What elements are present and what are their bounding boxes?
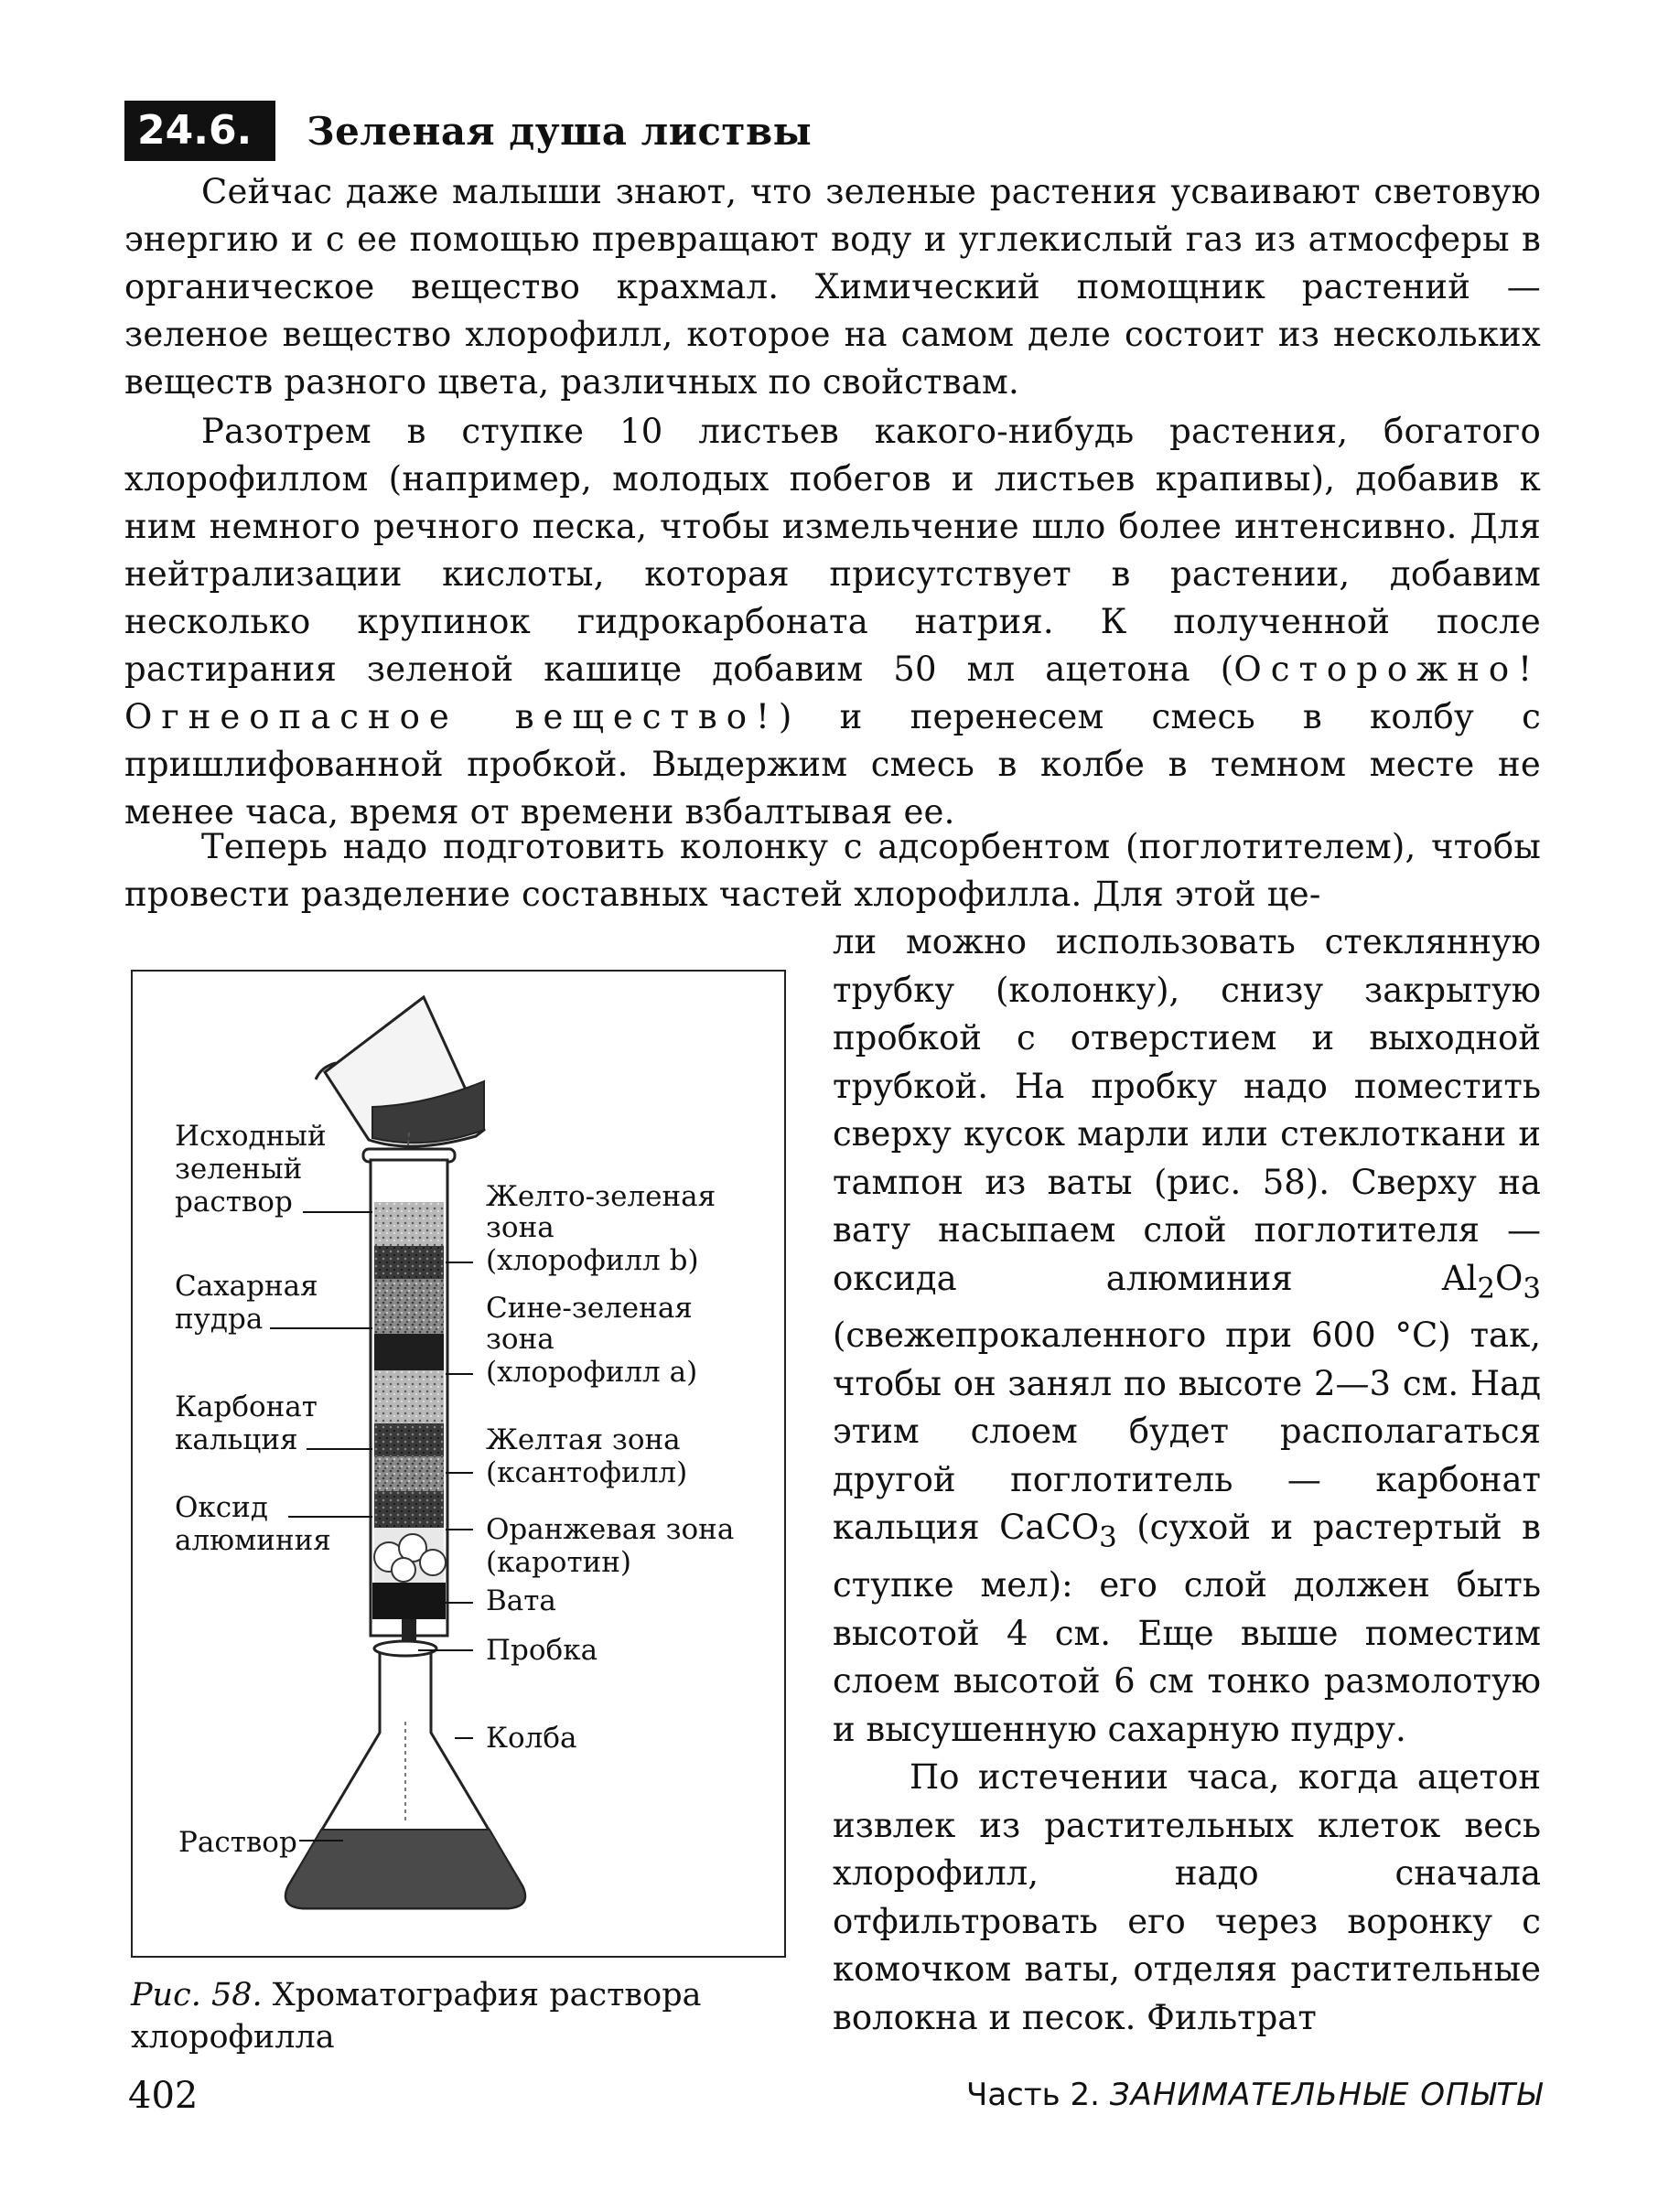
column-text-b: (свежепрокаленного при 600 °С) так, чтобы он занял по высоте 2—3 см. Над этим слоем будет располагаться другой поглотитель — карбонат кальция CaCO — [833, 1315, 1541, 1548]
label-bg-1: Сине-зеленая — [486, 1292, 693, 1325]
figure-58 — [131, 970, 786, 1958]
label-carbonate-2: кальция — [175, 1423, 298, 1456]
column-paragraph-2: По истечении часа, когда ацетон извлек из растительных клеток весь хлорофилл, надо сначала отфильтровать его через воронку с комочком ваты, отделяя растительные волокна и песок. Фильтрат — [833, 1757, 1541, 2037]
paragraph-2 — [124, 408, 1541, 836]
label-sugar-2: пудра — [175, 1303, 264, 1336]
label-yg-1: Желто-зеленая — [486, 1180, 716, 1213]
label-source-2: зеленый — [175, 1153, 303, 1186]
subscript-3b: 3 — [1099, 1520, 1117, 1554]
label-cotton: Вата — [486, 1584, 556, 1617]
figure-number: Рис. 58. — [131, 1977, 263, 2013]
figure-caption — [131, 1974, 790, 2058]
paragraph-2-part-b: ) и перенесем смесь в колбу с пришлифованной пробкой. Выдержим смесь в колбе в темном месте не менее часа, время от времени взбалтывая ее. — [124, 697, 1541, 832]
page-number: 402 — [128, 2075, 199, 2117]
label-oxide-1: Оксид — [175, 1491, 268, 1524]
label-o-1: Оранжевая зона — [486, 1513, 735, 1546]
part-label: Часть 2. — [966, 2077, 1110, 2113]
right-column — [833, 918, 1541, 2042]
paragraph-2-part-a: Разотрем в ступке 10 листьев какого-нибудь растения, богатого хлорофиллом (например, молодых побегов и листьев крапивы), добавив к ним немного речного песка, чтобы измельчение шло более интенсивно. Для нейтрализации кислоты, которая присутствует в растении, добавим несколько крупинок гидрокарбоната натрия. К полученной после растирания зеленой кашице добавим 50 мл ацетона ( — [124, 412, 1541, 689]
label-flask: Колба — [486, 1722, 577, 1755]
label-source-3: раствор — [175, 1186, 293, 1219]
label-yg-3: (хлорофилл b) — [486, 1244, 699, 1277]
label-yg-2: зона — [486, 1211, 554, 1244]
label-sugar-1: Сахарная — [175, 1270, 318, 1303]
chromatography-illustration — [133, 972, 788, 1960]
section-title: Зеленая душа листвы — [307, 108, 813, 154]
label-stopper: Пробка — [486, 1634, 598, 1667]
paragraph-3: Теперь надо подготовить колонку с адсорбентом (поглотителем), чтобы провести разделение составных частей хлорофилла. Для этой це- — [124, 827, 1541, 914]
label-o-2: (каротин) — [486, 1546, 632, 1579]
label-solution: Раствор — [178, 1826, 297, 1859]
caution-text: Осторожно! Огнеопасное вещество! — [124, 650, 1541, 736]
label-y-2: (ксантофилл) — [486, 1456, 688, 1489]
label-carbonate-1: Карбонат — [175, 1391, 318, 1423]
label-bg-3: (хлорофилл a) — [486, 1356, 698, 1389]
section-heading — [124, 101, 812, 161]
figure-caption-text: Хроматография раствора хлорофилла — [131, 1977, 702, 2056]
label-y-1: Желтая зона — [486, 1423, 681, 1456]
part-title: ЗАНИМАТЕЛЬНЫЕ ОПЫТЫ — [1109, 2077, 1543, 2113]
label-bg-2: зона — [486, 1323, 554, 1356]
column-tube — [363, 1149, 455, 1711]
label-oxide-2: алюминия — [175, 1524, 331, 1557]
flask — [285, 1641, 525, 1908]
subscript-2: 2 — [1477, 1271, 1496, 1305]
column-text-a: ли можно использовать стеклянную трубку (колонку), снизу закрытую пробкой с отверстием и выходной трубкой. На пробку надо поместить сверху кусок марли или стеклоткани и тампон из ваты (рис. 58). Сверху на вату насыпаем слой поглотителя — оксида алюминия Al — [833, 922, 1541, 1298]
section-number: 24.6. — [124, 101, 275, 161]
subscript-3: 3 — [1523, 1271, 1541, 1305]
column-paragraph-1 — [833, 918, 1541, 1754]
running-footer — [966, 2077, 1543, 2113]
paragraph-1: Сейчас даже малыши знают, что зеленые растения усваивают световую энергию и с ее помощью превращают воду и углекислый газ из атмосферы в органическое вещество крахмал. Химический помощник растений — зеленое вещество хлорофилл, которое на самом деле состоит из нескольких веществ разного цвета, различных по свойствам. — [124, 172, 1541, 402]
column-text-c: (сухой и растертый в ступке мел): его слой должен быть высотой 4 см. Еще выше поместим слоем высотой 6 см тонко размолотую и высушенную сахарную пудру. — [833, 1508, 1541, 1749]
beaker — [316, 997, 484, 1146]
column-text-o: O — [1495, 1258, 1523, 1298]
label-source-1: Исходный — [175, 1120, 327, 1153]
